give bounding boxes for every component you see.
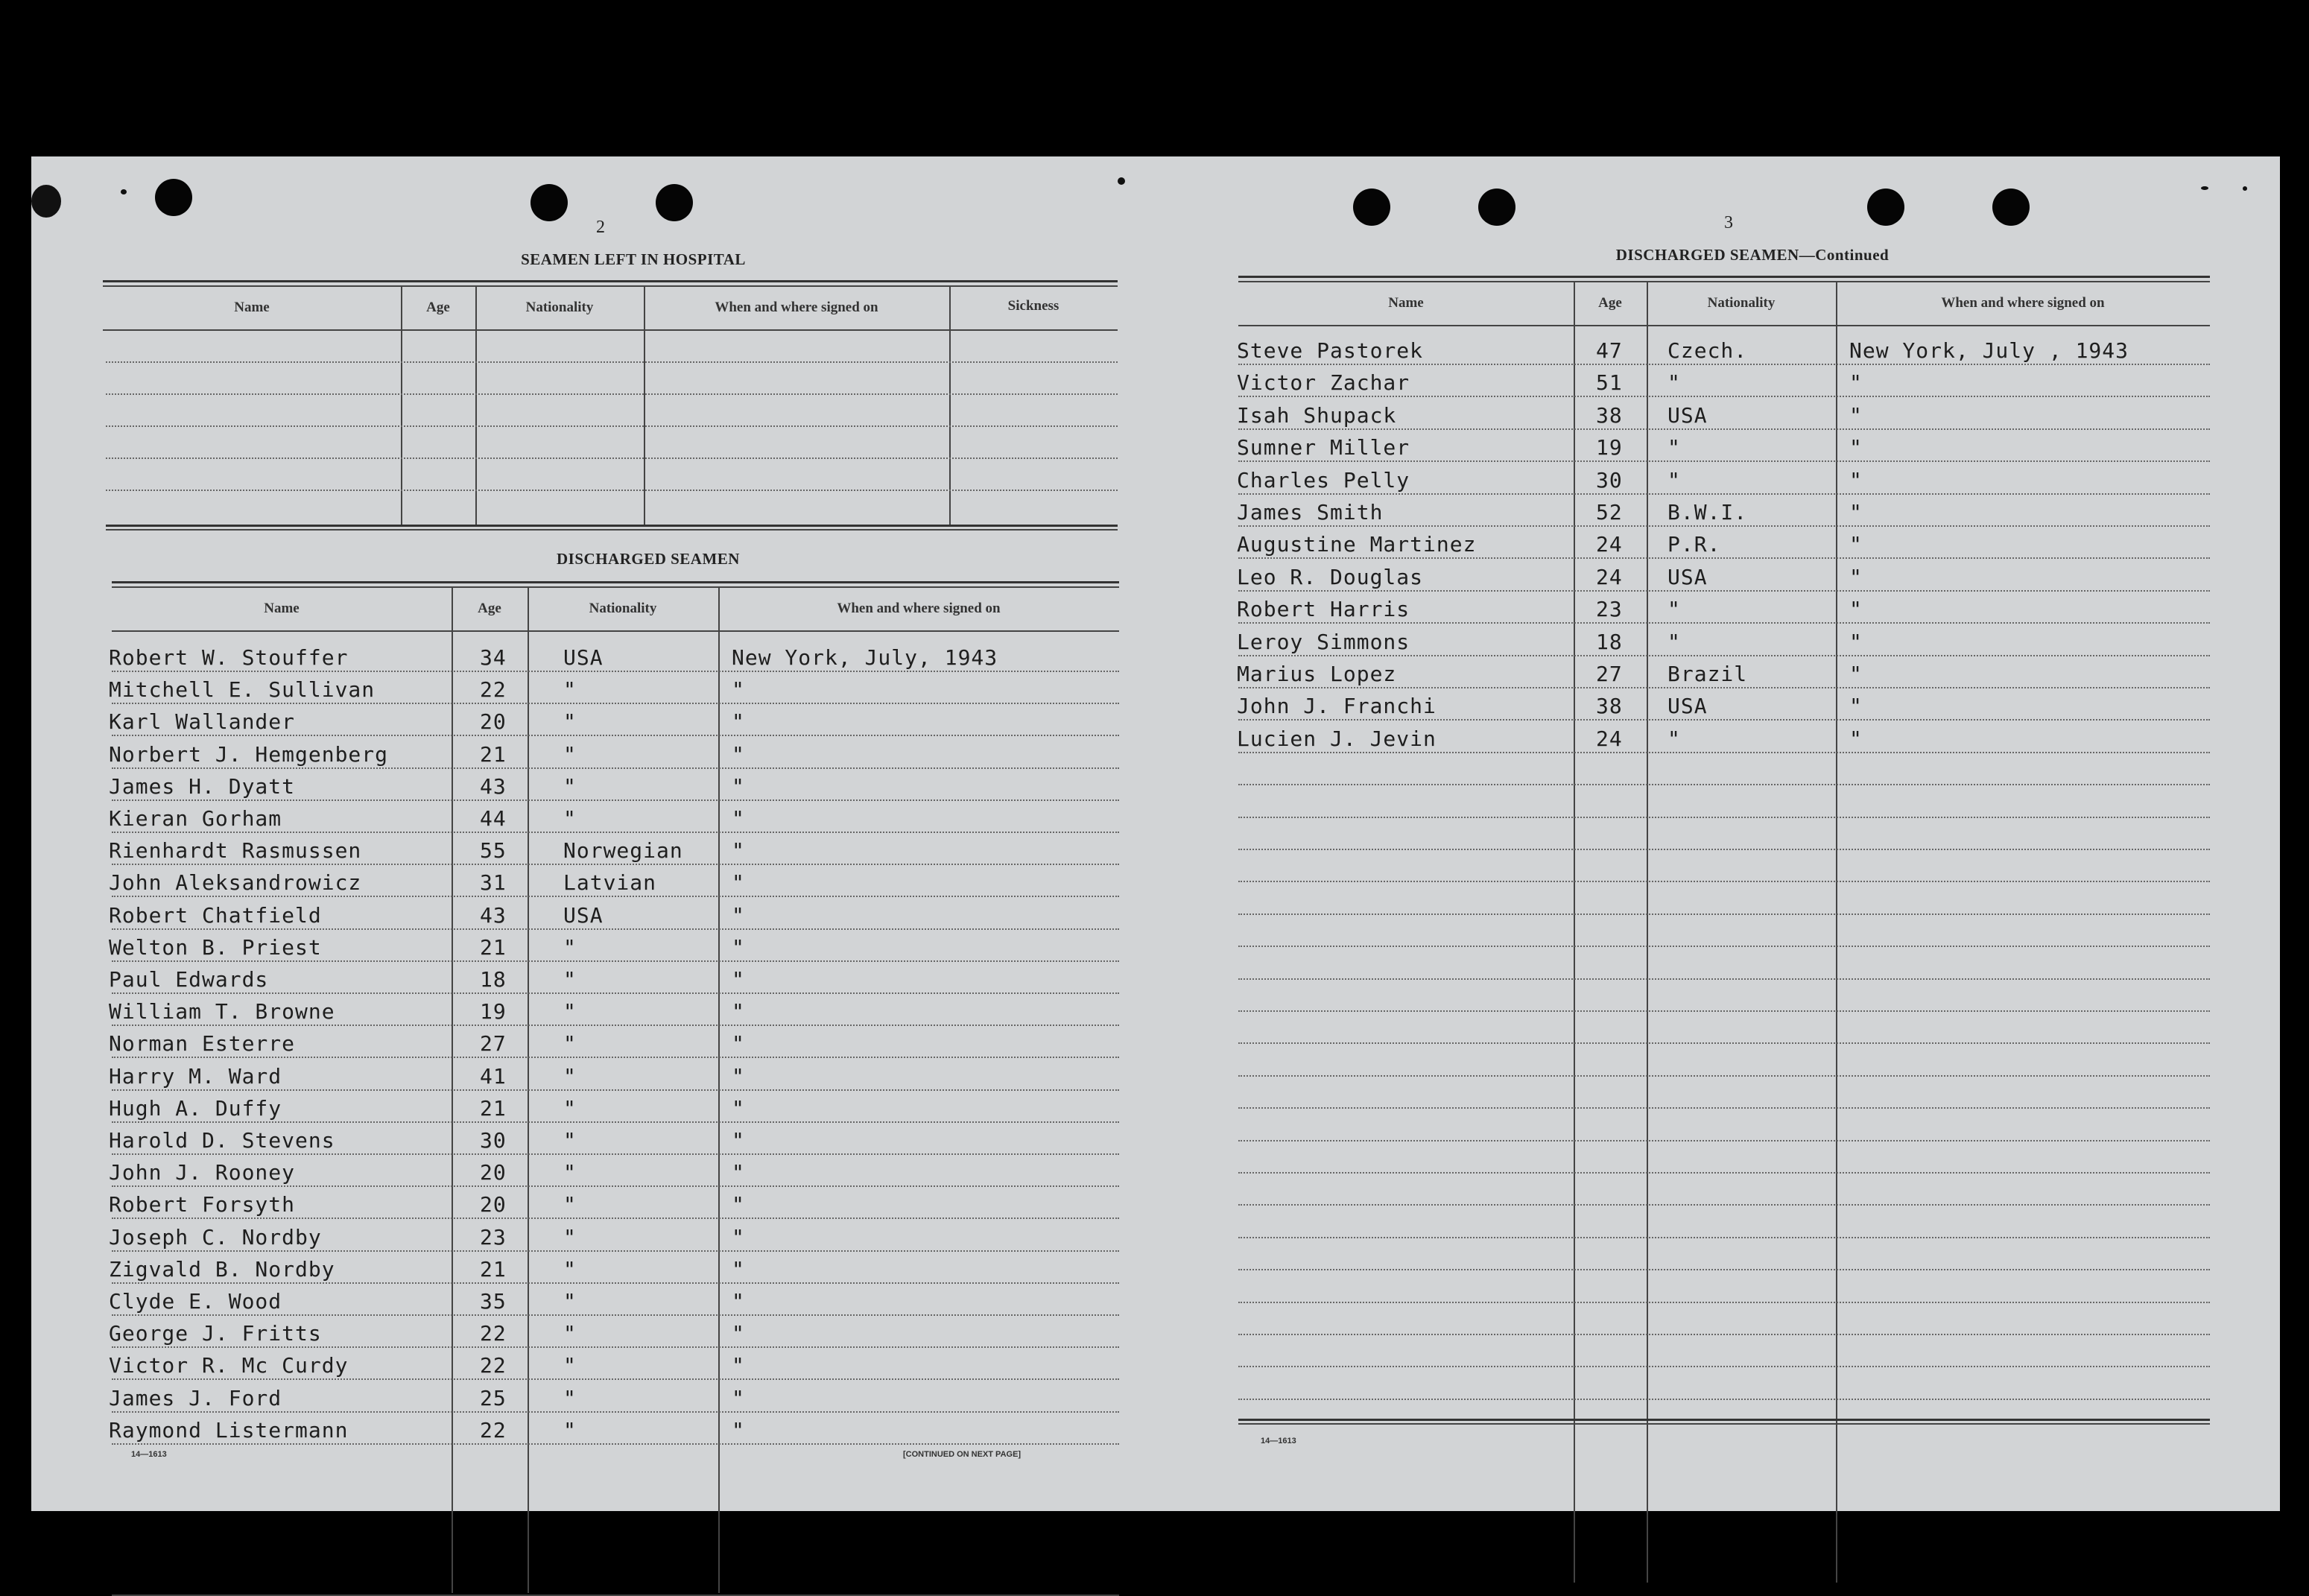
seaman-nationality: Czech.	[1667, 338, 1748, 363]
seaman-signed-on: "	[732, 1031, 745, 1057]
continued-note: [CONTINUED ON NEXT PAGE]	[903, 1450, 1022, 1459]
seaman-nationality: Latvian	[563, 870, 657, 896]
form-number: 14—1613	[1261, 1437, 1296, 1445]
seaman-name: Raymond Listermann	[109, 1417, 349, 1443]
seaman-nationality: USA	[1667, 402, 1708, 428]
seaman-signed-on: "	[732, 1224, 745, 1250]
seaman-name: Lucien J. Jevin	[1237, 726, 1437, 751]
seaman-signed-on: "	[732, 1289, 745, 1314]
seaman-name: Harold D. Stevens	[109, 1128, 335, 1153]
seaman-nationality: "	[563, 1417, 577, 1443]
seaman-age: 27	[480, 1031, 507, 1057]
seaman-nationality: "	[1667, 467, 1681, 493]
seaman-signed-on: "	[1849, 435, 1863, 460]
seaman-name: Zigvald B. Nordby	[109, 1256, 335, 1282]
hospital-section-title: SEAMEN LEFT IN HOSPITAL	[521, 250, 746, 268]
seaman-nationality: Norwegian	[563, 838, 683, 864]
seaman-signed-on: "	[732, 709, 745, 735]
seaman-age: 24	[1596, 532, 1623, 557]
column-header-name: Name	[234, 300, 270, 315]
seaman-signed-on: New York, July, 1943	[732, 645, 998, 670]
discharged-section-title: DISCHARGED SEAMEN	[557, 550, 740, 568]
seaman-nationality: USA	[1667, 564, 1708, 589]
seaman-nationality: "	[563, 709, 577, 735]
seaman-signed-on: "	[732, 1353, 745, 1378]
column-header-age: Age	[478, 601, 501, 616]
seaman-nationality: "	[1667, 597, 1681, 622]
seaman-age: 52	[1596, 500, 1623, 525]
seaman-age: 21	[480, 1095, 507, 1121]
title-suffix: —Continued	[1799, 246, 1890, 264]
seaman-age: 44	[480, 806, 507, 831]
column-header-name: Name	[264, 601, 300, 616]
seaman-nationality: "	[563, 677, 577, 703]
seaman-name: Victor Zachar	[1237, 370, 1410, 396]
seaman-age: 23	[480, 1224, 507, 1250]
seaman-age: 55	[480, 838, 507, 864]
seaman-nationality: "	[563, 806, 577, 831]
seaman-nationality: "	[563, 1353, 577, 1378]
seaman-nationality: "	[563, 1160, 577, 1185]
seaman-nationality: "	[1667, 435, 1681, 460]
seaman-nationality: "	[1667, 629, 1681, 654]
column-header-signed-on: When and where signed on	[837, 601, 1001, 616]
seaman-age: 35	[480, 1289, 507, 1314]
seaman-age: 22	[480, 1353, 507, 1378]
seaman-signed-on: "	[1849, 532, 1863, 557]
seaman-age: 21	[480, 741, 507, 767]
column-header-name: Name	[1388, 295, 1424, 311]
seaman-name: Rienhardt Rasmussen	[109, 838, 362, 864]
seaman-nationality: "	[563, 999, 577, 1025]
seaman-signed-on: "	[732, 1256, 745, 1282]
seaman-nationality: "	[563, 1095, 577, 1121]
column-header-nationality: Nationality	[589, 601, 657, 616]
seaman-signed-on: "	[732, 870, 745, 896]
seaman-age: 43	[480, 773, 507, 799]
seaman-age: 18	[1596, 629, 1623, 654]
seaman-name: Kieran Gorham	[109, 806, 282, 831]
seaman-nationality: "	[1667, 726, 1681, 751]
seaman-name: Karl Wallander	[109, 709, 296, 735]
seaman-signed-on: "	[732, 1321, 745, 1346]
seaman-name: John Aleksandrowicz	[109, 870, 362, 896]
seaman-age: 20	[480, 709, 507, 735]
page-number: 2	[596, 218, 605, 237]
seaman-name: Welton B. Priest	[109, 934, 322, 960]
seaman-name: Mitchell E. Sullivan	[109, 677, 376, 703]
seaman-age: 41	[480, 1063, 507, 1089]
seaman-name: Clyde E. Wood	[109, 1289, 282, 1314]
seaman-signed-on: "	[732, 1160, 745, 1185]
seaman-age: 25	[480, 1385, 507, 1410]
seaman-nationality: "	[563, 1192, 577, 1217]
seaman-signed-on: "	[732, 1128, 745, 1153]
seaman-age: 24	[1596, 726, 1623, 751]
document-sheet	[31, 156, 2280, 1511]
seaman-nationality: Brazil	[1667, 662, 1748, 686]
seaman-name: John J. Franchi	[1237, 694, 1437, 719]
seaman-name: William T. Browne	[109, 999, 335, 1025]
seaman-age: 22	[480, 1417, 507, 1443]
seaman-signed-on: "	[1849, 467, 1863, 493]
seaman-nationality: "	[1667, 370, 1681, 396]
seaman-name: Joseph C. Nordby	[109, 1224, 322, 1250]
seaman-nationality: "	[563, 1128, 577, 1153]
seaman-name: Charles Pelly	[1237, 467, 1410, 493]
column-header-nationality: Nationality	[525, 300, 594, 315]
seaman-signed-on: "	[732, 1192, 745, 1217]
seaman-signed-on: "	[1849, 500, 1863, 525]
seaman-signed-on: "	[732, 806, 745, 831]
column-header-age: Age	[1598, 295, 1622, 311]
seaman-nationality: "	[563, 1031, 577, 1057]
seaman-name: Harry M. Ward	[109, 1063, 282, 1089]
seaman-name: Hugh A. Duffy	[109, 1095, 282, 1121]
seaman-age: 27	[1596, 662, 1623, 686]
seaman-signed-on: "	[1849, 370, 1863, 396]
seaman-nationality: "	[563, 1289, 577, 1314]
seaman-signed-on: "	[1849, 694, 1863, 719]
title-main: DISCHARGED SEAMEN	[1615, 246, 1799, 264]
seaman-name: Victor R. Mc Curdy	[109, 1353, 349, 1378]
seaman-nationality: "	[563, 773, 577, 799]
seaman-nationality: USA	[563, 645, 604, 670]
seaman-signed-on: "	[1849, 564, 1863, 589]
seaman-name: James J. Ford	[109, 1385, 282, 1410]
page-number: 3	[1724, 213, 1733, 232]
seaman-name: Paul Edwards	[109, 967, 269, 992]
seaman-nationality: "	[563, 1224, 577, 1250]
seaman-signed-on: "	[732, 1063, 745, 1089]
seaman-age: 38	[1596, 402, 1623, 428]
seaman-age: 19	[1596, 435, 1623, 460]
seaman-signed-on: "	[732, 999, 745, 1025]
seaman-age: 20	[480, 1192, 507, 1217]
seaman-age: 38	[1596, 694, 1623, 719]
seaman-age: 30	[1596, 467, 1623, 493]
seaman-name: James Smith	[1237, 500, 1384, 525]
seaman-signed-on: "	[732, 1385, 745, 1410]
seaman-signed-on: "	[1849, 402, 1863, 428]
seaman-signed-on: "	[732, 677, 745, 703]
seaman-name: Marius Lopez	[1237, 662, 1397, 686]
seaman-age: 22	[480, 677, 507, 703]
seaman-nationality: "	[563, 1385, 577, 1410]
seaman-name: Norman Esterre	[109, 1031, 296, 1057]
seaman-nationality: B.W.I.	[1667, 500, 1748, 525]
seaman-name: George J. Fritts	[109, 1321, 322, 1346]
seaman-age: 19	[480, 999, 507, 1025]
seaman-name: Robert Forsyth	[109, 1192, 296, 1217]
seaman-name: Robert Harris	[1237, 597, 1410, 622]
left-page	[31, 156, 1149, 1511]
column-header-sickness: Sickness	[1007, 298, 1060, 314]
seaman-signed-on: "	[732, 773, 745, 799]
seaman-signed-on: New York, July , 1943	[1849, 338, 2129, 363]
seaman-signed-on: "	[732, 838, 745, 864]
seaman-age: 22	[480, 1321, 507, 1346]
seaman-name: Leroy Simmons	[1237, 629, 1410, 654]
seaman-name: John J. Rooney	[109, 1160, 296, 1185]
seaman-age: 43	[480, 902, 507, 928]
seaman-signed-on: "	[732, 934, 745, 960]
seaman-age: 31	[480, 870, 507, 896]
column-header-signed-on: When and where signed on	[715, 300, 878, 315]
seaman-name: Augustine Martinez	[1237, 532, 1477, 557]
seaman-age: 21	[480, 1256, 507, 1282]
seaman-age: 30	[480, 1128, 507, 1153]
seaman-signed-on: "	[732, 741, 745, 767]
seaman-age: 20	[480, 1160, 507, 1185]
seaman-age: 24	[1596, 564, 1623, 589]
seaman-name: Isah Shupack	[1237, 402, 1397, 428]
seaman-age: 18	[480, 967, 507, 992]
seaman-name: Leo R. Douglas	[1237, 564, 1424, 589]
discharged-continued-title	[1559, 246, 1946, 265]
seaman-name: Norbert J. Hemgenberg	[109, 741, 389, 767]
seaman-name: Robert W. Stouffer	[109, 645, 349, 670]
seaman-nationality: "	[563, 1321, 577, 1346]
column-header-age: Age	[426, 300, 450, 315]
seaman-signed-on: "	[732, 1095, 745, 1121]
seaman-name: Robert Chatfield	[109, 902, 322, 928]
seaman-signed-on: "	[1849, 726, 1863, 751]
column-header-signed-on: When and where signed on	[1941, 295, 2105, 311]
seaman-age: 23	[1596, 597, 1623, 622]
seaman-signed-on: "	[732, 1417, 745, 1443]
seaman-name: Sumner Miller	[1237, 435, 1410, 460]
seaman-nationality: "	[563, 934, 577, 960]
form-number: 14—1613	[131, 1450, 167, 1459]
seaman-nationality: USA	[1667, 694, 1708, 719]
seaman-age: 51	[1596, 370, 1623, 396]
seaman-signed-on: "	[1849, 597, 1863, 622]
right-page	[1149, 156, 2280, 1511]
seaman-age: 34	[480, 645, 507, 670]
seaman-name: James H. Dyatt	[109, 773, 296, 799]
seaman-signed-on: "	[1849, 662, 1863, 686]
seaman-nationality: "	[563, 1256, 577, 1282]
seaman-signed-on: "	[1849, 629, 1863, 654]
seaman-nationality: "	[563, 741, 577, 767]
seaman-nationality: "	[563, 967, 577, 992]
seaman-name: Steve Pastorek	[1237, 338, 1424, 363]
seaman-signed-on: "	[732, 967, 745, 992]
seaman-age: 47	[1596, 338, 1623, 363]
seaman-nationality: USA	[563, 902, 604, 928]
seaman-nationality: P.R.	[1667, 532, 1721, 557]
seaman-age: 21	[480, 934, 507, 960]
seaman-signed-on: "	[732, 902, 745, 928]
seaman-nationality: "	[563, 1063, 577, 1089]
column-header-nationality: Nationality	[1707, 295, 1776, 311]
